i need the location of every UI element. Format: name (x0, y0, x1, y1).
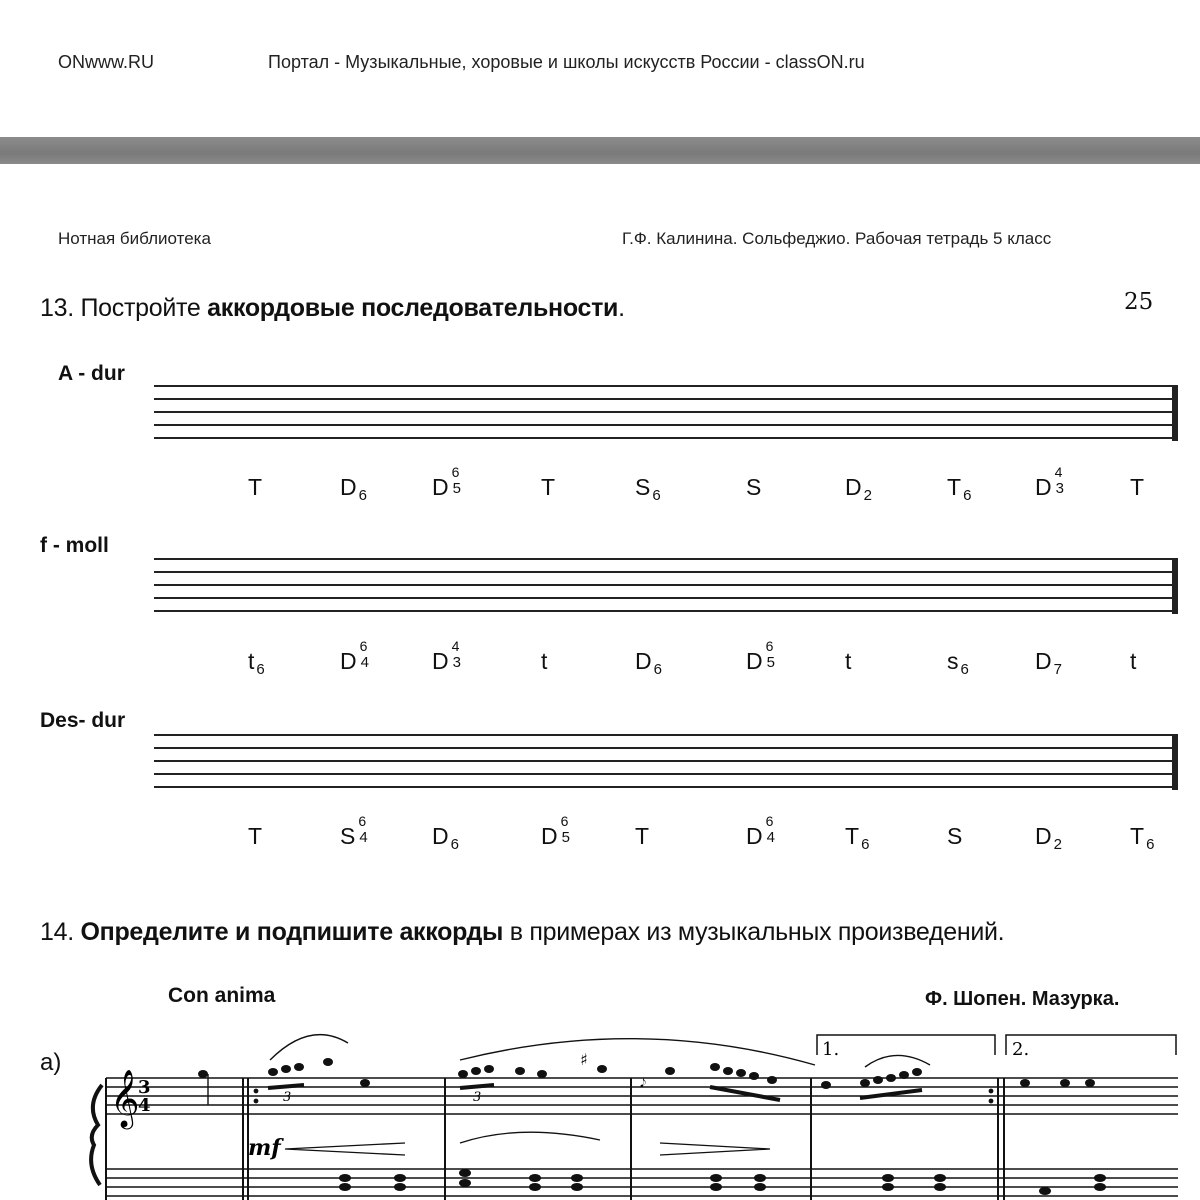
chord-inversion-subscript: 7 (1053, 661, 1062, 678)
chord-function: S (340, 823, 356, 850)
chord-function: T (947, 474, 962, 500)
chord-symbol (432, 464, 464, 504)
m3-beam (710, 1087, 780, 1100)
m1-slur (270, 1035, 348, 1060)
empty-staff-2[interactable] (154, 558, 1178, 614)
chord-figure-stack (765, 813, 778, 849)
chord-function: D (432, 823, 449, 849)
chord-figure-bottom: 5 (561, 829, 570, 846)
chord-function: T (845, 823, 860, 849)
chord-function: S (635, 474, 651, 500)
chord-figure-bottom: 4 (360, 654, 369, 671)
chord-figure-stack (358, 813, 370, 849)
chord-figure-stack (451, 464, 464, 500)
key-label-a-dur: A - dur (58, 362, 125, 385)
chord-symbol (947, 823, 962, 850)
chord-function: D (746, 823, 763, 850)
chord-function: D (1035, 474, 1052, 501)
chord-symbol (845, 474, 872, 504)
m4-slur (865, 1055, 930, 1067)
portal-title: Портал - Музыкальные, хоровые и школы искусств России - classON.ru (268, 52, 865, 72)
chord-figure-bottom: 4 (766, 829, 775, 846)
chord-symbol (635, 823, 649, 850)
hairpins (285, 1132, 770, 1155)
m4-beam (860, 1090, 922, 1098)
chord-function: T (1130, 474, 1145, 500)
chord-function: t (248, 648, 255, 674)
chord-figure-bottom: 4 (359, 829, 368, 846)
chord-function: T (248, 823, 263, 849)
volta-2-label: 2. (1012, 1039, 1030, 1060)
chord-function: T (635, 823, 650, 849)
chord-function: D (541, 823, 558, 850)
chord-symbol (340, 474, 367, 504)
chord-figure-top: 4 (1054, 464, 1063, 480)
task-13-heading (40, 294, 625, 323)
empty-staff-3[interactable] (154, 734, 1178, 790)
triplet-mark-2: 3 (473, 1090, 482, 1105)
chord-symbol (1035, 464, 1067, 504)
chord-function: t (1130, 648, 1137, 674)
chord-function: D (432, 648, 449, 675)
task-13-number: 13. (40, 294, 74, 322)
chord-symbol (1130, 474, 1144, 501)
measure-5-notes (1020, 1079, 1095, 1087)
task-13-bold-text: аккордовые последовательности (207, 294, 619, 322)
chord-figure-stack (359, 638, 372, 674)
page-number: 25 (1124, 289, 1154, 315)
chord-symbol (340, 813, 370, 853)
chord-figure-top: 6 (358, 813, 367, 829)
key-label-f-moll: f - moll (40, 534, 109, 557)
chord-symbol (746, 474, 761, 501)
chord-symbol (1130, 823, 1155, 853)
chord-inversion-subscript: 6 (256, 661, 265, 678)
chord-inversion-subscript: 6 (861, 836, 870, 853)
bass-staff-lines (106, 1169, 1178, 1196)
measure-1-notes (268, 1058, 370, 1087)
chord-symbol (746, 813, 778, 853)
chord-symbol (248, 648, 265, 678)
time-sig-top: 3 (138, 1077, 151, 1098)
chord-symbol (432, 638, 464, 678)
chord-figure-top: 6 (765, 638, 774, 654)
chord-symbol (947, 648, 969, 678)
chord-inversion-subscript: 6 (652, 487, 661, 504)
chord-symbol (845, 823, 870, 853)
chord-function: D (340, 648, 357, 675)
grace-note: 𝆕 (640, 1071, 647, 1092)
chord-inversion-subscript: 6 (358, 487, 367, 504)
chord-function: t (845, 648, 852, 674)
chord-figure-bottom: 5 (766, 654, 775, 671)
chord-function: t (541, 648, 548, 674)
chord-inversion-subscript: 2 (1053, 836, 1062, 853)
library-label: Нотная библиотека (58, 229, 211, 248)
chord-figure-top: 4 (451, 638, 460, 654)
chord-function: D (746, 648, 763, 675)
task-14-heading (40, 918, 1004, 947)
chord-function: D (635, 648, 652, 674)
chord-function: D (1035, 823, 1052, 849)
accompaniment-chords (339, 1169, 1106, 1195)
chord-symbol (541, 648, 547, 675)
site-logo-text: ONwww.RU (58, 52, 155, 72)
time-sig-bottom: 4 (138, 1095, 151, 1116)
chord-symbol (1035, 648, 1062, 678)
chord-function: D (340, 474, 357, 500)
sharp-sign: ♯ (580, 1050, 588, 1069)
measure-3-notes (665, 1063, 777, 1084)
chord-symbol (432, 823, 459, 853)
chord-symbol (248, 823, 262, 850)
task-14-number: 14. (40, 918, 74, 946)
chord-symbol (248, 474, 262, 501)
volta-1-label: 1. (822, 1039, 840, 1060)
task-13-text: Постройте (80, 294, 201, 322)
chord-function: D (1035, 648, 1052, 674)
empty-staff-1[interactable] (154, 385, 1178, 441)
header-divider-band (0, 137, 1200, 164)
chord-figure-bottom: 3 (1055, 480, 1064, 497)
chord-symbol (541, 474, 555, 501)
volta-brackets (817, 1035, 1176, 1055)
chord-figure-top: 6 (560, 813, 569, 829)
chord-inversion-subscript: 6 (963, 487, 972, 504)
task-14-bold-text: Определите и подпишите аккорды (80, 918, 504, 946)
chord-symbol (1035, 823, 1062, 853)
task-14-text: в примерах из музыкальных произведений. (509, 918, 1005, 946)
composer-title: Ф. Шопен. Мазурка. (925, 988, 1120, 1010)
chord-figure-stack (1054, 464, 1067, 500)
task-13-period: . (618, 294, 625, 322)
book-title: Г.Ф. Калинина. Сольфеджио. Рабочая тетрадь 5 класс (622, 229, 1052, 248)
chord-figure-top: 6 (451, 464, 460, 480)
chord-symbol (1130, 648, 1136, 675)
tempo-marking: Con anima (168, 984, 276, 1007)
chord-function: T (541, 474, 556, 500)
chord-symbol (635, 474, 661, 504)
chord-function: T (1130, 823, 1145, 849)
chord-figure-bottom: 3 (452, 654, 461, 671)
chord-symbol (845, 648, 851, 675)
chord-figure-top: 6 (765, 813, 774, 829)
chord-function: s (947, 648, 959, 674)
chord-inversion-subscript: 6 (653, 661, 662, 678)
chord-figure-stack (451, 638, 464, 674)
chord-figure-stack (765, 638, 778, 674)
music-score-excerpt (80, 1025, 1190, 1200)
chord-figure-bottom: 5 (452, 480, 461, 497)
chord-symbol (746, 638, 778, 678)
key-label-des-dur: Des- dur (40, 709, 126, 732)
chord-function: D (432, 474, 449, 501)
chord-inversion-subscript: 6 (960, 661, 969, 678)
chord-function: S (947, 823, 963, 849)
triplet-mark-1: 3 (283, 1090, 292, 1105)
chord-figure-top: 6 (359, 638, 368, 654)
long-slur (460, 1039, 815, 1065)
dynamic-mark: mf (248, 1135, 281, 1161)
grand-staff-brace (91, 1085, 102, 1185)
chord-function: D (845, 474, 862, 500)
example-label: а) (40, 1049, 62, 1076)
chord-symbol (541, 813, 573, 853)
chord-symbol (340, 638, 372, 678)
treble-clef: 𝄞 (110, 1069, 140, 1127)
chord-symbol (947, 474, 972, 504)
chord-inversion-subscript: 2 (863, 487, 872, 504)
chord-figure-stack (560, 813, 573, 849)
chord-inversion-subscript: 6 (450, 836, 459, 853)
chord-function: S (746, 474, 762, 500)
chord-symbol (635, 648, 662, 678)
chord-function: T (248, 474, 263, 500)
chord-inversion-subscript: 6 (1146, 836, 1155, 853)
